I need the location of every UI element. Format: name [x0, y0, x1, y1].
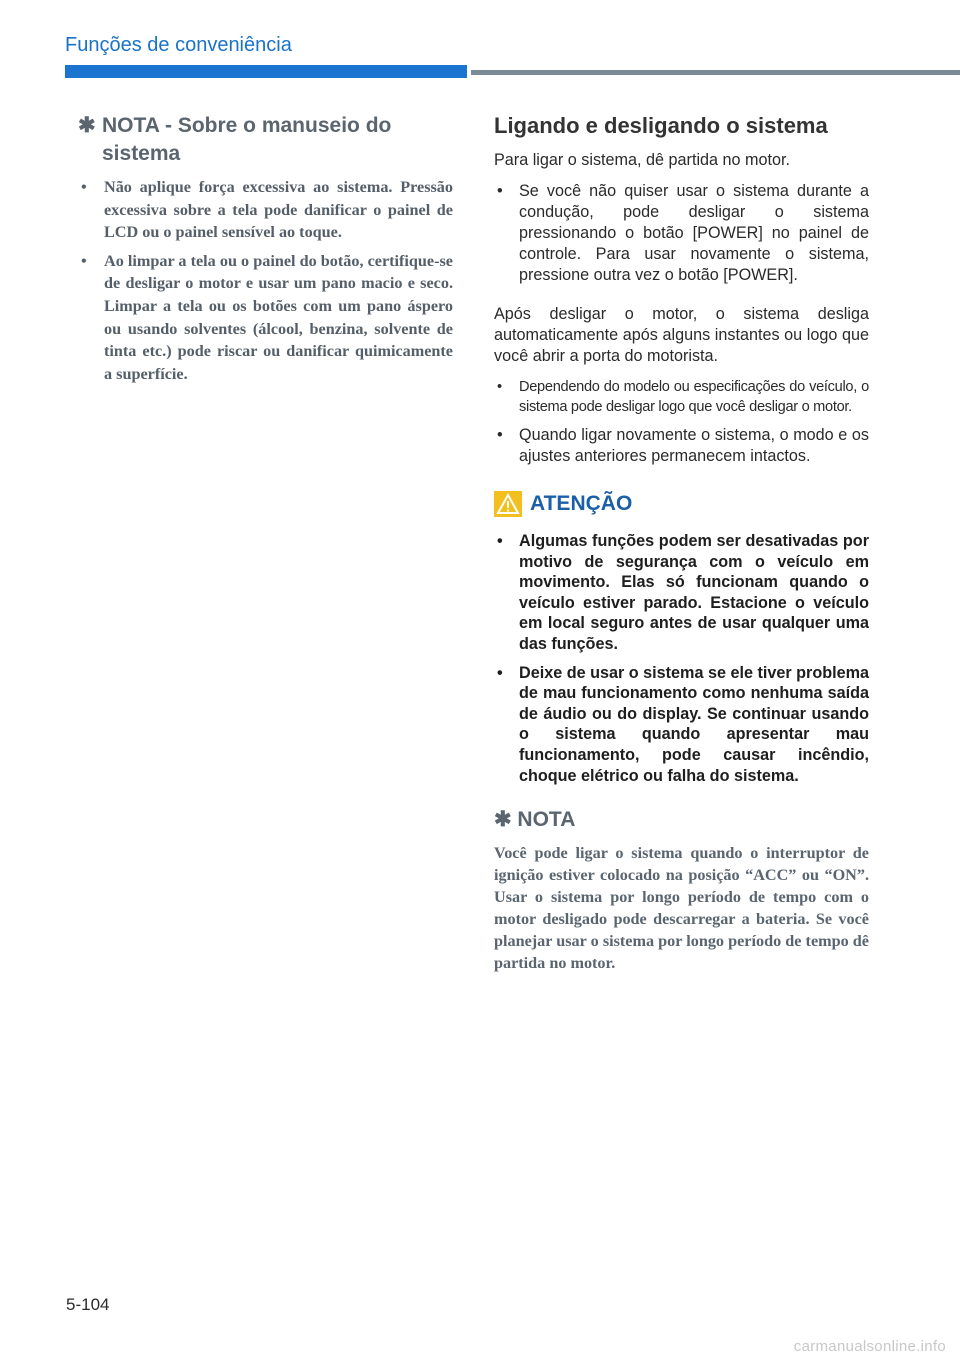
bullet-icon: •	[81, 251, 87, 270]
list-item	[494, 531, 869, 655]
note-body: Você pode ligar o sistema quando o interruptor de ignição estiver colocado na posição “ACC” ou “ON”. Usar o sistema por longo período de tempo com o motor desligado pode descarregar a bateria. Se você planejar usar o sistema por longo período de tempo dê partida no motor.	[494, 844, 869, 973]
section-title: Funções de conveniência	[65, 34, 292, 56]
page-number: 5-104	[66, 1295, 110, 1314]
power-list	[494, 181, 869, 286]
bullet-icon: •	[81, 178, 87, 196]
warning-list	[494, 531, 869, 786]
header-rule-gray	[471, 70, 960, 75]
intro-paragraph: Para ligar o sistema, dê partida no motor.	[494, 151, 791, 169]
auto-off-paragraph: Após desligar o motor, o sistema desliga automaticamente após alguns instantes ou logo que você abrir a porta do motorista.	[494, 305, 869, 365]
watermark: carmanualsonline.info	[793, 1338, 946, 1355]
list-item-text: Se você não quiser usar o sistema durante a condução, pode desligar o sistema pressionando o botão [POWER] no painel de controle. Para usar novamente o sistema, pressione outra vez o botão [POWER].	[519, 182, 869, 284]
list-item	[494, 181, 869, 286]
warning-heading	[494, 491, 869, 517]
list-item	[78, 176, 453, 244]
list-item	[494, 377, 869, 417]
list-item-text: Dependendo do modelo ou especificações do veículo, o sistema pode desligar logo que você desligar o motor.	[519, 379, 869, 415]
list-item-text: Ao limpar a tela ou o painel do botão, certifique-se de desligar o motor e usar um pano macio e seco. Limpar a tela ou os botões com um pano áspero ou usando solventes (álcool, benzina, solvente de tinta etc.) pode riscar ou danificar quimicamente a superfície.	[104, 251, 453, 383]
list-item	[494, 425, 869, 467]
right-column	[494, 112, 869, 974]
warning-title: ATENÇÃO	[530, 492, 633, 515]
list-item	[494, 663, 869, 787]
restart-list	[494, 425, 869, 467]
asterisk-icon: ✱	[78, 114, 96, 137]
note-list	[78, 176, 453, 385]
warning-triangle-icon	[494, 491, 522, 517]
list-item-text: Não aplique força excessiva ao sistema. Pressão excessiva sobre a tela pode danificar o painel de LCD ou o painel sensível ao toque.	[104, 178, 453, 242]
bullet-icon: •	[497, 426, 503, 444]
list-item-text: Deixe de usar o sistema se ele tiver problema de mau funcionamento como nenhuma saída de áudio ou do display. Se continuar usando o sistema quando apresentar mau funcionamento, pode causar incêndio, choque elétrico ou falha do sistema.	[519, 663, 869, 785]
bullet-icon: •	[497, 379, 502, 395]
list-item-text: Algumas funções podem ser desativadas por motivo de segurança com o veículo em movimento. Elas só funcionam quando o veículo estiver parado. Estacione o veículo em local seguro antes de usar qualquer uma das funções.	[519, 532, 869, 653]
note-heading-2: ✱ NOTA	[494, 808, 576, 832]
note-heading	[78, 112, 453, 168]
bullet-icon: •	[497, 663, 503, 682]
left-column	[78, 112, 453, 391]
list-item	[78, 250, 453, 386]
bullet-icon: •	[497, 182, 503, 200]
bullet-icon: •	[497, 532, 503, 550]
model-note-list	[494, 377, 869, 417]
note-title: NOTA - Sobre o manuseio do sistema	[102, 114, 392, 165]
section-heading: Ligando e desligando o sistema	[494, 113, 828, 138]
header-rule-blue	[65, 65, 467, 78]
list-item-text: Quando ligar novamente o sistema, o modo e os ajustes anteriores permanecem intactos.	[519, 426, 869, 465]
